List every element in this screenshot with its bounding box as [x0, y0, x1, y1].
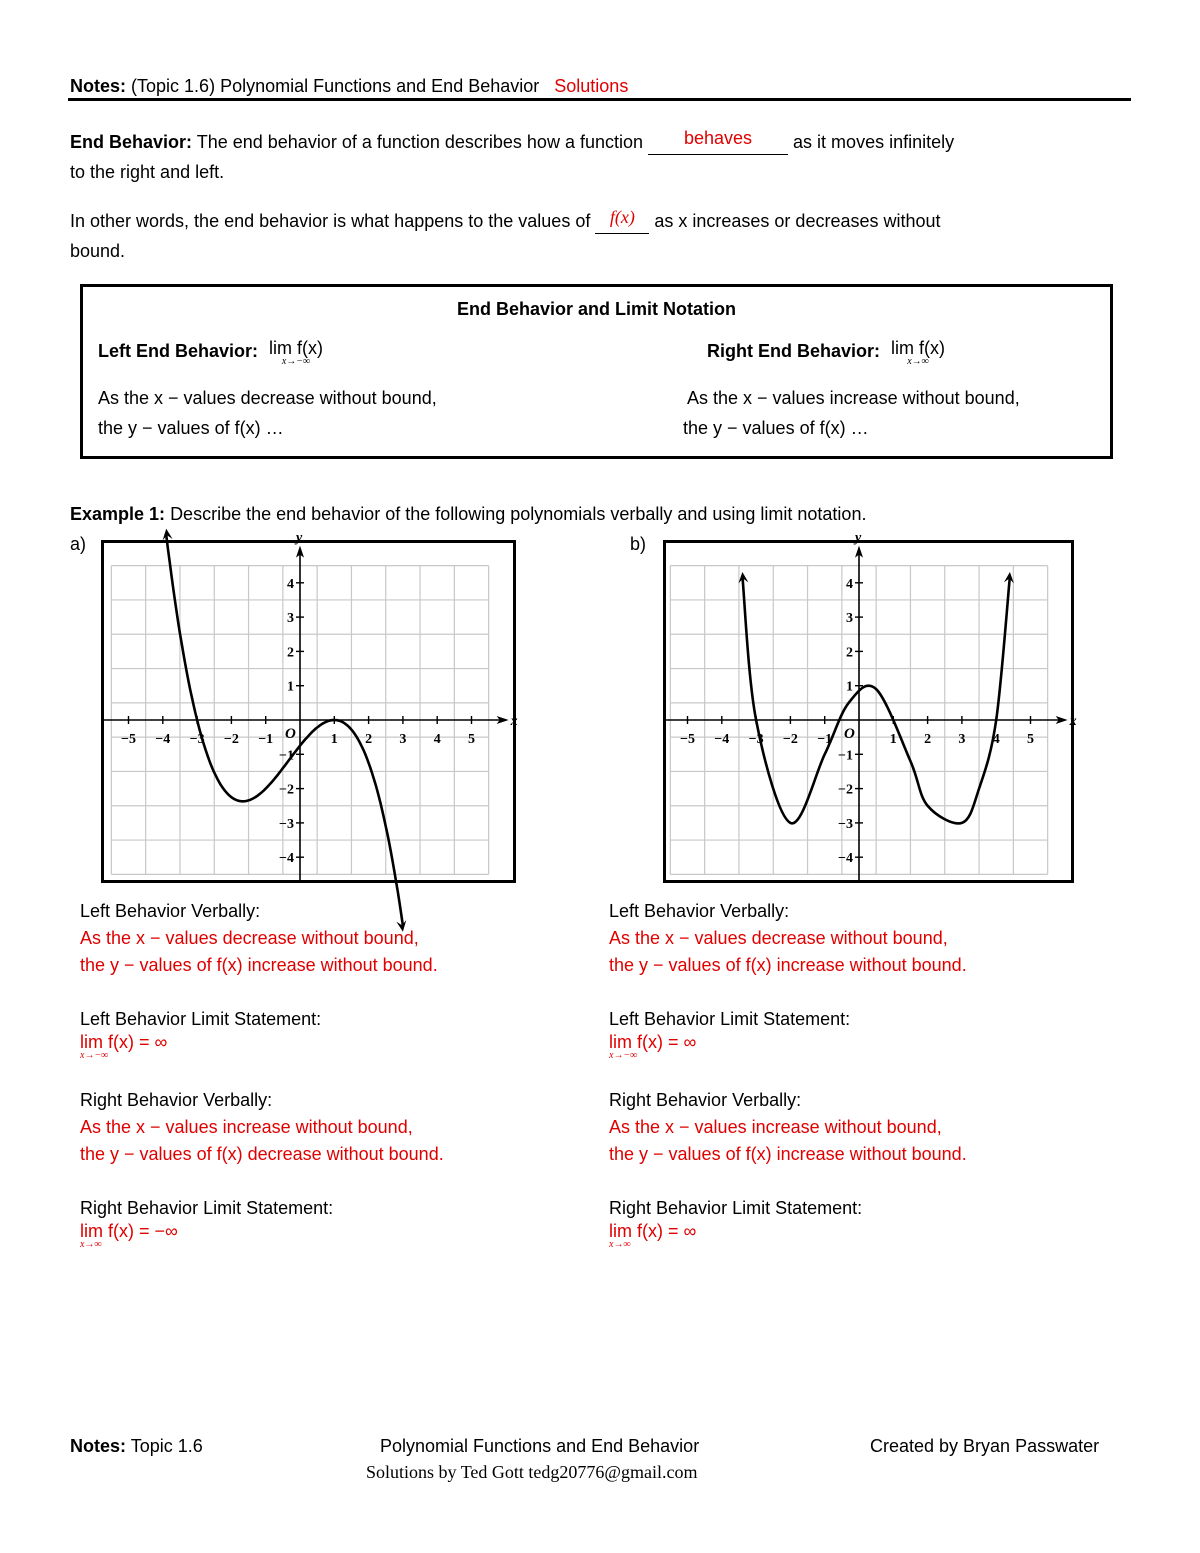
- b-right-verbal-label: Right Behavior Verbally:: [609, 1090, 802, 1110]
- x-tick-label: −4: [155, 732, 171, 747]
- definition-answer: behaves: [684, 128, 753, 148]
- x-tick-label: −2: [223, 732, 239, 747]
- a-left-limit-label: Left Behavior Limit Statement:: [80, 1009, 322, 1029]
- header-label: Notes:: [70, 76, 127, 96]
- x-tick-label: 5: [1027, 732, 1034, 747]
- footer-left-label: Notes:: [70, 1436, 127, 1456]
- b-left-limit: [609, 1033, 696, 1061]
- y-tick-label: 2: [287, 645, 294, 661]
- x-tick-label: 1: [889, 732, 897, 747]
- y-tick-label: −2: [838, 782, 853, 798]
- box-left-line-1: As the x − values decrease without bound,: [98, 388, 437, 408]
- b-right-verbal-1: As the x − values increase without bound,: [609, 1117, 942, 1137]
- other-words-line-1: [70, 209, 941, 234]
- y-tick-label: −1: [838, 748, 853, 764]
- x-tick-label: 1: [330, 732, 338, 747]
- b-left-limit-text: lim f(x) = ∞: [609, 1032, 697, 1052]
- b-right-verbal-2: the y − values of f(x) increase without bound.: [609, 1144, 967, 1164]
- a-left-verbal-1: As the x − values decrease without bound,: [80, 928, 419, 948]
- b-left-verbal-label: Left Behavior Verbally:: [609, 901, 790, 921]
- x-tick-label: 3: [958, 732, 966, 747]
- b-left-limit-label: Left Behavior Limit Statement:: [609, 1009, 851, 1029]
- example-label: Example 1:: [70, 504, 166, 524]
- a-right-verbal-2: the y − values of f(x) decrease without bound.: [80, 1144, 444, 1164]
- y-tick-label: 3: [846, 611, 853, 627]
- header-solutions: Solutions: [554, 76, 629, 96]
- other-words-line-2: bound.: [70, 241, 126, 261]
- x-tick-label: 5: [468, 732, 475, 747]
- limit-notation-box: [80, 284, 1113, 459]
- b-left-verbal-2: the y − values of f(x) increase without bound.: [609, 955, 967, 975]
- x-tick-label: −5: [680, 732, 695, 747]
- x-tick-label: 2: [924, 732, 932, 747]
- y-tick-label: −3: [838, 816, 853, 832]
- b-right-limit-text: lim f(x) = ∞: [609, 1221, 697, 1241]
- definition-text-before: The end behavior of a function describes how a function: [196, 132, 644, 152]
- b-left-verbal-1: As the x − values decrease without bound,: [609, 928, 948, 948]
- box-left-limit-text: lim f(x): [269, 338, 324, 358]
- a-left-verbal-2: the y − values of f(x) increase without bound.: [80, 955, 438, 975]
- y-tick-label: −3: [279, 816, 294, 832]
- b-left-limit-sub: x→−∞: [609, 1050, 638, 1061]
- other-words-answer: f(x): [609, 207, 635, 227]
- y-tick-label: −4: [279, 851, 294, 867]
- box-right-limit-text: lim f(x): [891, 338, 946, 358]
- footer-center: Polynomial Functions and End Behavior: [380, 1436, 700, 1456]
- box-left-limit-sub: x→−∞: [281, 356, 311, 367]
- y-tick-label: −4: [838, 851, 853, 867]
- x-tick-label: 2: [365, 732, 373, 747]
- y-tick-label: −2: [279, 782, 294, 798]
- example-heading: [70, 502, 866, 526]
- y-tick-label: 2: [846, 645, 853, 661]
- x-tick-label: −4: [714, 732, 730, 747]
- x-tick-label: −3: [189, 732, 205, 747]
- y-tick-label: 4: [287, 576, 294, 592]
- a-right-verbal-label: Right Behavior Verbally:: [80, 1090, 273, 1110]
- a-right-limit-sub: x→∞: [80, 1239, 102, 1250]
- box-left-line-2: the y − values of f(x) …: [98, 418, 284, 438]
- x-tick-label: 3: [399, 732, 407, 747]
- origin-label: O: [285, 726, 296, 742]
- answers-b: [609, 898, 967, 1250]
- graph-a: [104, 530, 518, 880]
- header-rule: [68, 98, 1131, 101]
- a-right-limit-text: lim f(x) = −∞: [80, 1221, 178, 1241]
- graph-a-frame: [101, 530, 518, 883]
- y-tick-label: 1: [287, 679, 294, 695]
- answers-a: [80, 898, 444, 1250]
- x-tick-label: −5: [121, 732, 136, 747]
- b-right-limit-sub: x→∞: [609, 1239, 631, 1250]
- x-tick-label: 4: [433, 732, 441, 747]
- part-b-label: b): [630, 534, 647, 554]
- a-right-limit: [80, 1222, 178, 1250]
- box-title: End Behavior and Limit Notation: [456, 299, 736, 319]
- part-a-label: a): [70, 534, 87, 554]
- x-tick-label: −1: [817, 732, 833, 747]
- y-axis-label: y: [296, 530, 303, 546]
- definition-text-after: as it moves infinitely: [793, 132, 955, 152]
- definition-label: End Behavior:: [70, 132, 193, 152]
- box-right-line-2: the y − values of f(x) …: [683, 418, 869, 438]
- a-left-limit-sub: x→−∞: [80, 1050, 109, 1061]
- y-tick-label: −1: [279, 748, 294, 764]
- definition-blank: [648, 130, 788, 155]
- box-right-line-1: As the x − values increase without bound,: [687, 388, 1020, 408]
- a-left-verbal-label: Left Behavior Verbally:: [80, 901, 261, 921]
- page-header: [70, 74, 628, 98]
- b-right-limit: [609, 1222, 696, 1250]
- origin-label: O: [844, 726, 855, 742]
- other-words-blank: [595, 209, 649, 234]
- box-right-heading: [707, 339, 945, 367]
- box-left-heading: [98, 339, 323, 367]
- x-axis-label: x: [1069, 714, 1077, 729]
- example-text: Describe the end behavior of the following polynomials verbally and using limit notation.: [170, 504, 867, 524]
- y-tick-label: 4: [846, 576, 853, 592]
- a-right-verbal-1: As the x − values increase without bound,: [80, 1117, 413, 1137]
- x-tick-label: −2: [782, 732, 798, 747]
- definition-line-2: to the right and left.: [70, 162, 225, 182]
- a-left-limit-text: lim f(x) = ∞: [80, 1032, 168, 1052]
- footer-left: [70, 1434, 203, 1458]
- other-words-text-after: as x increases or decreases without: [654, 211, 941, 231]
- b-right-limit-label: Right Behavior Limit Statement:: [609, 1198, 863, 1218]
- box-right-limit-sub: x→∞: [907, 356, 929, 367]
- footer-right: Created by Bryan Passwater: [870, 1436, 1100, 1456]
- definition-line-1: [70, 130, 954, 155]
- box-left-label: Left End Behavior:: [98, 341, 259, 361]
- x-tick-label: −3: [748, 732, 764, 747]
- x-axis-label: x: [510, 714, 518, 729]
- box-right-label: Right End Behavior:: [707, 341, 881, 361]
- header-title: (Topic 1.6) Polynomial Functions and End Behavior: [131, 76, 540, 96]
- y-tick-label: 3: [287, 611, 294, 627]
- box-left-limit: [269, 339, 323, 367]
- a-right-limit-label: Right Behavior Limit Statement:: [80, 1198, 334, 1218]
- y-axis-label: y: [855, 530, 862, 546]
- footer-left-text: Topic 1.6: [130, 1436, 203, 1456]
- x-tick-label: 4: [992, 732, 1000, 747]
- other-words-text-before: In other words, the end behavior is what happens to the values of: [70, 211, 591, 231]
- graph-b: [666, 530, 1077, 880]
- x-tick-label: −1: [258, 732, 274, 747]
- y-tick-label: 1: [846, 679, 853, 695]
- graph-b-frame: [663, 530, 1077, 883]
- box-right-limit: [891, 339, 945, 367]
- a-left-limit: [80, 1033, 167, 1061]
- footer-credit: Solutions by Ted Gott tedg20776@gmail.com: [366, 1462, 698, 1482]
